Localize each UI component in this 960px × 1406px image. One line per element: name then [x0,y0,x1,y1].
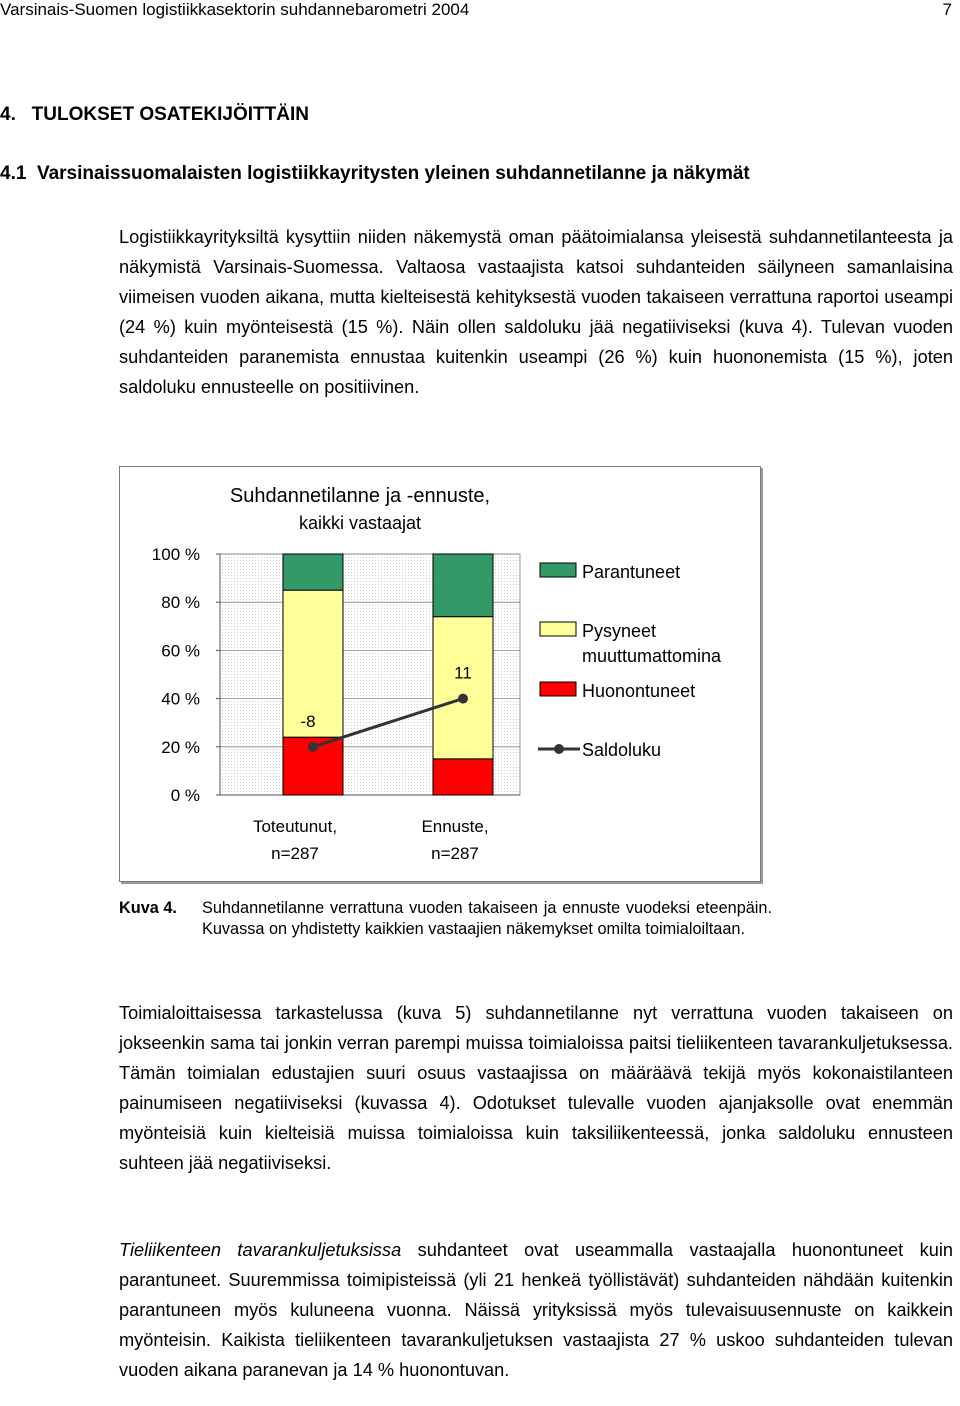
bar-segment [283,554,343,590]
page-number: 7 [942,0,952,19]
bar-segment [433,759,493,795]
legend-label: Huonontuneet [582,681,696,701]
legend-swatch [540,682,576,696]
y-tick-label: 20 % [161,737,200,757]
legend-label: Pysyneet [582,621,657,641]
saldoluku-point [308,742,318,752]
bar-segment [433,554,493,617]
bar-segment [433,617,493,759]
road-transport-paragraph [119,1235,953,1385]
caption-text: Suhdannetilanne verrattuna vuoden takaiseen ja ennuste vuodeksi eteenpäin. Kuvassa on yhdistetty kaikkien vastaajien näkemykset omilta toimialoiltaan. [202,899,772,938]
x-category-label: n=287 [431,844,479,863]
saldoluku-data-label: 11 [454,663,472,683]
saldoluku-point [458,694,468,704]
x-category-label: n=287 [271,844,319,863]
subsection-heading: 4.1 Varsinaissuomalaisten logistiikkayritysten yleinen suhdannetilanne ja näkymät [0,163,750,184]
legend-swatch [540,563,576,577]
chart-container [119,466,761,882]
x-category-label: Toteutunut, [252,817,338,836]
saldoluku-data-label: -8 [300,711,316,731]
legend-label: Saldoluku [582,740,662,760]
y-tick-label: 100 % [151,545,200,564]
chart-subtitle: kaikki vastaajat [298,513,422,533]
industry-paragraph: Toimialoittaisessa tarkastelussa (kuva 5) suhdannetilanne nyt verrattuna vuoden takaiseen on jokseenkin sama tai jonkin verran parempi muissa toimialoissa paitsi tieliikenteen tavarankuljetuksessa. Tämän toimialan edustajien suuri osuus vastaajissa on määräävä tekijä myös kokonaistilanteen painumiseen negatiiviseksi (kuvassa 4). Odotukset tulevalle vuoden ajanjaksolle ovat enemmän myönteisiä kuin kielteisiä muissa toimialoissa kuin taksiliikenteessä, jonka saldoluku ennusteen suhteen jää negatiiviseksi. [119,1003,953,1173]
intro-paragraph: Logistiikkayrityksiltä kysyttiin niiden näkemystä oman päätoimialansa yleisestä suhdannetilanteesta ja näkymistä Varsinais-Suomessa. Valtaosa vastaajista katsoi suhdanteiden säilyneen samanlaisina viimeisen vuoden aikana, mutta kielteisestä kehityksestä vuoden takaiseen verrattuna raportoi useampi (24 %) kuin myönteisestä (15 %). Näin ollen saldoluku jää negatiiviseksi (kuva 4). Tulevan vuoden suhdanteiden paranemista ennustaa kuitenkin useampi (26 %) kuin huononemista (15 %), joten saldoluku ennusteelle on positiivinen. [119,227,953,397]
section-heading: 4. TULOKSET OSATEKIJÖITTÄIN [0,104,309,125]
y-tick-label: 80 % [161,593,200,613]
document-header-title: Varsinais-Suomen logistiikkasektorin suhdannebarometri 2004 [0,0,470,19]
legend-label: Parantuneet [582,562,681,582]
chart-title: Suhdannetilanne ja -ennuste, [229,485,491,507]
legend-swatch [540,622,576,636]
legend-marker [554,744,564,754]
x-category-label: Ennuste, [421,817,489,836]
y-tick-label: 40 % [161,689,200,709]
caption-label: Kuva 4. [119,899,177,917]
chart-svg [120,467,760,881]
y-tick-label: 60 % [161,641,200,661]
y-tick-label: 0 % [170,786,200,805]
road-transport-term: Tieliikenteen tavarankuljetuksissa [119,1240,402,1260]
road-transport-text: suhdanteet ovat useammalla vastaajalla huonontuneet kuin parantuneet. Suuremmissa toimipisteissä (yli 21 henkeä työllistävät) suhdanteiden nähdään kuitenkin parantuneen myös kuluneena vuonna. Näissä yrityksissä myös tulevaisuusennuste on kaikkein myönteisin. Kaikista tieliikenteen tavarankuljetuksen vastaajista 27 % uskoo suhdanteiden tulevan vuoden aikana paranevan ja 14 % huonontuvan. [119,1240,953,1380]
legend-label: muuttumattomina [582,646,722,666]
